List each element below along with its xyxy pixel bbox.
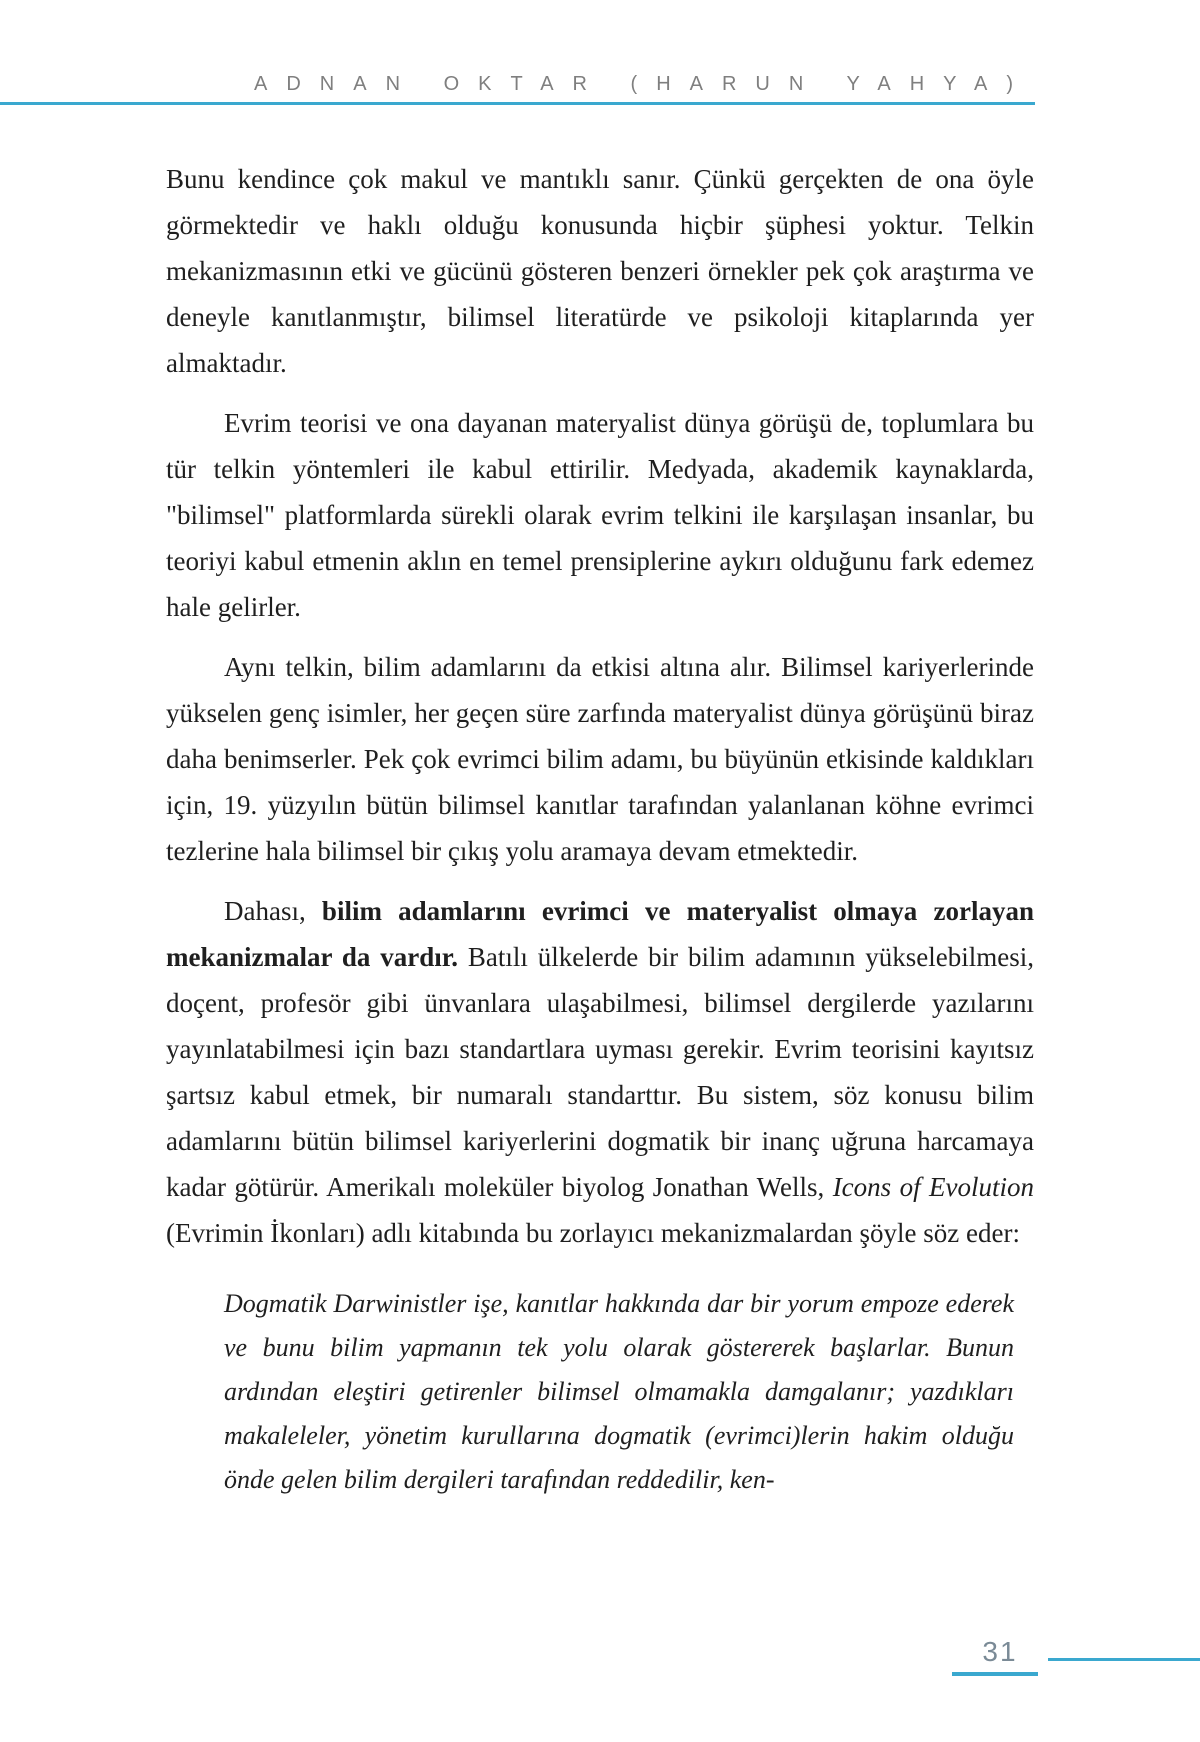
footer-divider <box>1048 1658 1200 1661</box>
running-header-title: ADNAN OKTAR (HARUN YAHYA) <box>254 73 1032 95</box>
paragraph-3: Aynı telkin, bilim adamlarını da etkisi altına alır. Bilimsel kariyerlerinde yükselen genç isimler, her geçen süre zarfında materyalist dünya görüşünü biraz daha benimserler. Pek çok evrimci bilim adamı, bu büyünün etkisinde kaldıkları için, 19. yüzyılın bütün bilimsel kanıtlar tarafından yalanlanan köhne evrimci tezlerine hala bilimsel bir çıkış yolu aramaya devam etmektedir. <box>166 652 1034 866</box>
book-title-italic: Icons of Evolution <box>832 1172 1035 1202</box>
page-number: 31 <box>982 1636 1018 1667</box>
page-number-underline <box>952 1672 1038 1676</box>
paragraph-2: Evrim teorisi ve ona dayanan materyalist dünya görüşü de, toplumlara bu tür telkin yöntemleri ile kabul ettirilir. Medyada, akademik kaynaklarda, "bilimsel" platformlarda sürekli olarak evrim telkini ile karşılaşan insanlar, bu teoriyi kabul etmenin aklın en temel prensiplerine aykırı olduğunu fark edemez hale gelirler. <box>166 408 1034 622</box>
paragraph-4 <box>166 888 1034 1256</box>
paragraph-4-middle: Batılı ülkelerde bir bilim adamının yükselebilmesi, doçent, profesör gibi ünvanlara ulaşabilmesi, bilimsel dergilerde yazılarını yayınlatabilmesi için bazı standartlara uyması gerekir. Evrim teorisini kayıtsız şartsız kabul etmek, bir numaralı standarttır. Bu sistem, söz konusu bilim adamlarını bütün bilimsel kariyerlerini dogmatik bir inanç uğruna harcamaya kadar götürür. Amerikalı moleküler biyolog Jonathan Wells, <box>166 942 1034 1202</box>
paragraph-4-bold-emphasis: bilim adamlarını evrimci ve materyalist olmaya zorlayan mekanizmalar da vardır. <box>166 896 1034 972</box>
header-divider <box>0 102 1035 105</box>
paragraph-4-lead: Dahası, <box>224 896 322 926</box>
paragraph-1: Bunu kendince çok makul ve mantıklı sanır. Çünkü gerçekten de ona öyle görmektedir ve haklı olduğu konusunda hiçbir şüphesi yoktur. Telkin mekanizmasının etki ve gücünü gösteren benzeri örnekler pek çok araştırma ve deneyle kanıtlanmıştır, bilimsel literatürde ve psikoloji kitaplarında yer almaktadır. <box>166 164 1034 378</box>
block-quote: Dogmatik Darwinistler işe, kanıtlar hakkında dar bir yorum empoze ederek ve bunu bilim yapmanın tek yolu olarak göstererek başlarlar. Bunun ardından eleştiri getirenler bilimsel olmamakla damgalanır; yazdıkları makaleleler, yönetim kurullarına dogmatik (evrimci)lerin hakim olduğu önde gelen bilim dergileri tarafından reddedilir, ken- <box>224 1289 1014 1494</box>
page-body <box>166 156 1034 1502</box>
paragraph-4-tail: (Evrimin İkonları) adlı kitabında bu zorlayıcı mekanizmalardan şöyle söz eder: <box>166 1218 1020 1248</box>
